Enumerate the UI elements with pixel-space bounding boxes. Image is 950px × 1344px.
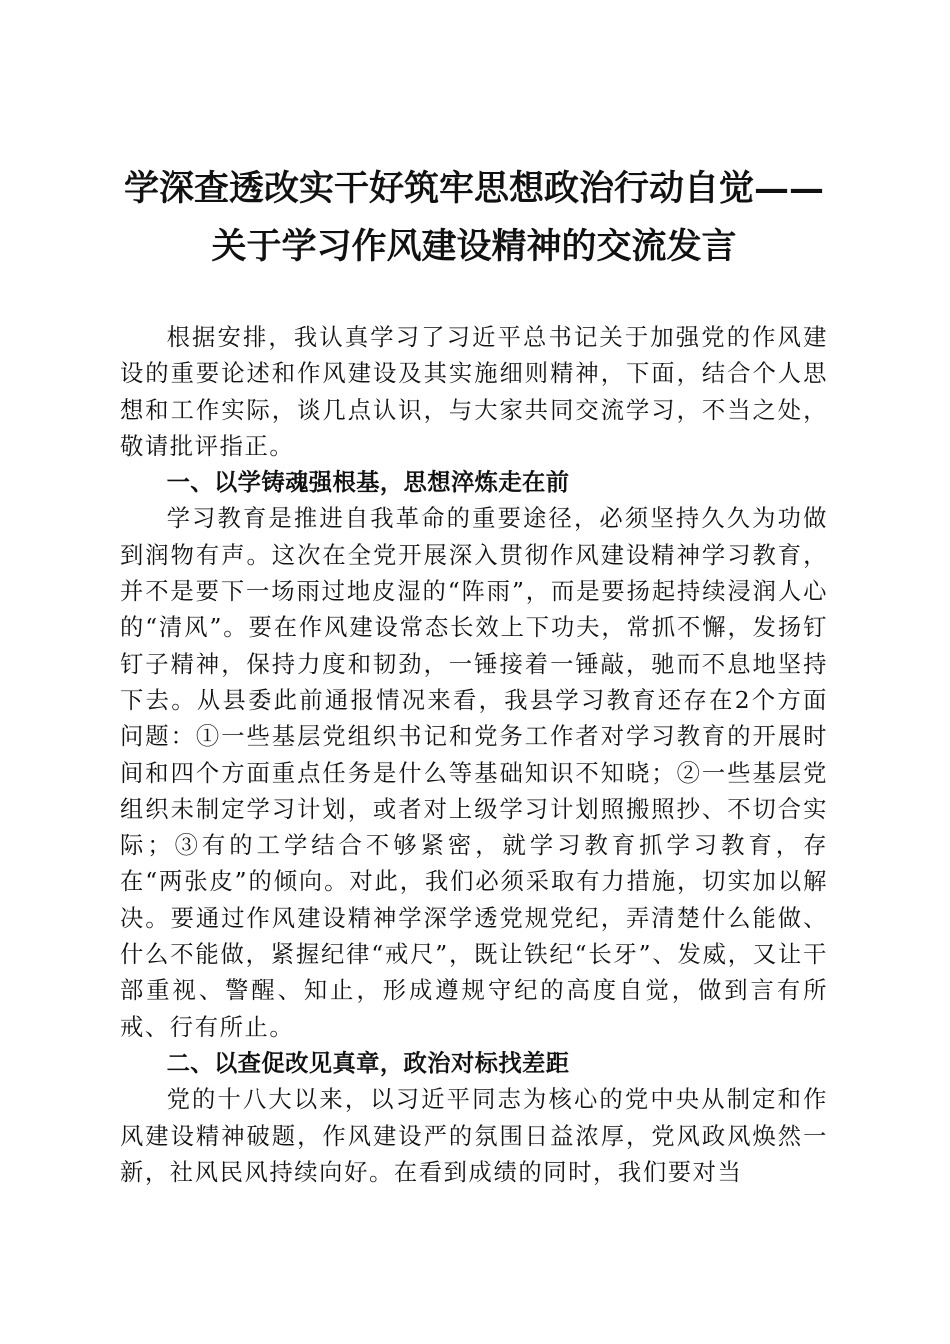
document-page <box>120 160 828 1191</box>
section-2-paragraph: 党的十八大以来，以习近平同志为核心的党中央从制定和作风建设精神破题，作风建设严的氛围日益浓厚，党风政风焕然一新，社风民风持续向好。在看到成绩的同时，我们要对当 <box>120 1086 828 1186</box>
title-line-1: 学深查透改实干好筑牢思想政治行动自觉—— <box>123 168 824 209</box>
document-body <box>120 320 828 1191</box>
section-2-heading: 二、以查促改见真章，政治对标找差距 <box>166 1049 570 1077</box>
document-title <box>120 160 828 276</box>
intro-paragraph: 根据安排，我认真学习了习近平总书记关于加强党的作风建设的重要论述和作风建设及其实施细则精神，下面，结合个人思想和工作实际，谈几点认识，与大家共同交流学习，不当之处，敬请批评指正。 <box>120 324 828 460</box>
section-1-heading: 一、以学铸魂强根基，思想淬炼走在前 <box>166 469 570 497</box>
title-line-2: 关于学习作风建设精神的交流发言 <box>211 226 737 267</box>
section-1-paragraph: 学习教育是推进自我革命的重要途径，必须坚持久久为功做到润物有声。这次在全党开展深入贯彻作风建设精神学习教育，并不是要下一场雨过地皮湿的“阵雨”，而是要扬起持续浸润人心的“清风”。要在作风建设常态长效上下功夫，常抓不懈，发扬钉钉子精神，保持力度和韧劲，一锤接着一锤敲，驰而不息地坚持下去。从县委此前通报情况来看，我县学习教育还存在2个方面问题：①一些基层党组织书记和党务工作者对学习教育的开展时间和四个方面重点任务是什么等基础知识不知晓；②一些基层党组织未制定学习计划，或者对上级学习计划照搬照抄、不切合实际；③有的工学结合不够紧密，就学习教育抓学习教育，存在“两张皮”的倾向。对此，我们必须采取有力措施，切实加以解决。要通过作风建设精神学深学透党规党纪，弄清楚什么能做、什么不能做，紧握纪律“戒尺”，既让铁纪“长牙”、发威，又让干部重视、警醒、知止，形成遵规守纪的高度自觉，做到言有所戒、行有所止。 <box>120 505 828 1041</box>
